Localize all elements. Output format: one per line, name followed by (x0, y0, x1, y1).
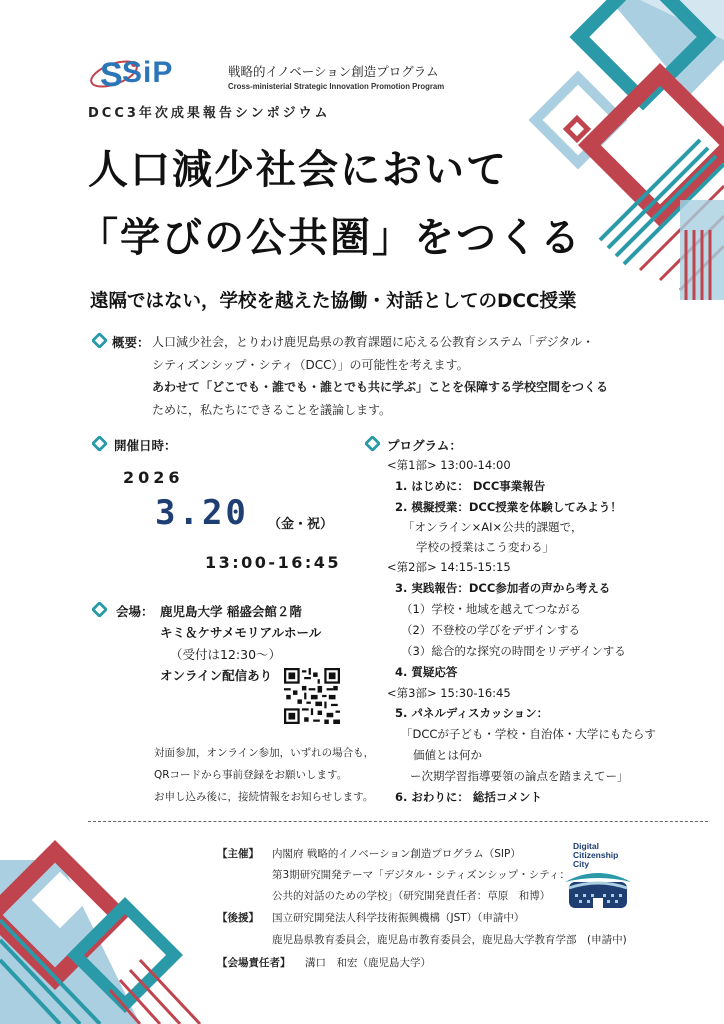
main-title-line2: 「学びの公共圏」をつくる (78, 215, 582, 261)
event-date: 3.20 (155, 493, 249, 533)
program-name-jp: 戦略的イノベーション創造プログラム (228, 64, 439, 79)
overview-line: 人口減少社会，とりわけ鹿児島県の教育課題に応える公教育システム「デジタル・ (152, 335, 595, 349)
program-item: 1. はじめに： DCC事業報告 (395, 479, 546, 493)
subtitle: 遠隔ではない，学校を越えた協働・対話としてのDCC授業 (90, 291, 577, 312)
program-item: 2. 模擬授業：DCC授業を体験してみよう！ (395, 500, 622, 514)
venue-label: 会場： (116, 604, 154, 619)
registration-note: お申し込み後に，接続情報をお知らせします。 (154, 791, 374, 803)
sip-logo-text: SiP (122, 56, 174, 89)
program-item: 4. 質疑応答 (395, 665, 458, 679)
event-time: 13:00-16:45 (205, 553, 341, 572)
program-detail: ー次期学習指導要領の論点を踏まえてー」 (410, 769, 629, 783)
dcc-logo-line: Digital (573, 841, 599, 851)
main-title-line1: 人口減少社会において (88, 147, 508, 193)
support-label: 【後援】 (217, 912, 259, 924)
registration-note: 対面参加，オンライン参加，いずれの場合も， (154, 747, 375, 759)
registration-note: QRコードから事前登録をお願いします。 (154, 769, 348, 781)
overview-label: 概要： (112, 335, 150, 350)
date-label: 開催日時： (114, 438, 177, 453)
event-year: 2026 (123, 468, 184, 487)
program-detail: 「DCCが子ども・学校・自治体・大学にもたらす (401, 727, 656, 741)
registration-qr-code[interactable] (284, 668, 340, 724)
program-item: 5. パネルディスカッション： (395, 706, 549, 720)
program-detail: （2）不登校の学びをデザインする (401, 623, 581, 637)
overview-text (152, 331, 652, 421)
host-label: 【主催】 (217, 848, 259, 860)
program-detail: （1）学校・地域を越えてつながる (401, 602, 581, 616)
host-line: 第3期研究開発テーマ「デジタル・シティズンシップ・シティ： (272, 869, 570, 881)
diamond-bullet-icon (92, 436, 107, 451)
program-detail: （3）総合的な探究の時間をリデザインする (401, 644, 626, 658)
program-item: 3. 実践報告：DCC参加者の声から考える (395, 581, 611, 595)
diamond-bullet-icon (92, 602, 107, 617)
manager-label: 【会場責任者】 (217, 957, 291, 969)
program-detail: 「オンライン×AI×公共的課題で， (403, 520, 583, 534)
program-part-header: <第2部> 14:15-15:15 (387, 560, 511, 574)
support-line: 国立研究開発法人科学技術振興機構（JST）（申請中） (272, 912, 525, 924)
sip-logo (88, 50, 445, 96)
overview-line: あわせて「どこでも・誰でも・誰とでも共に学ぶ」ことを保障する学校空間をつくる (152, 380, 609, 394)
program-label: プログラム： (387, 438, 462, 453)
svg-text:S: S (100, 56, 123, 94)
bottom-left-ornament (0, 851, 200, 1024)
diamond-bullet-icon (92, 333, 107, 348)
venue-line: キミ＆ケサメモリアルホール (160, 625, 322, 640)
dcc-logo-line: City (573, 859, 590, 869)
overview-line: ために，私たちにできることを議論します。 (152, 402, 392, 417)
program-item: 6. おわりに： 総括コメント (395, 790, 542, 804)
host-line: 公共的対話のための学校」（研究開発責任者：草原 和博） (272, 890, 551, 902)
support-line: 鹿児島県教育委員会，鹿児島市教育委員会，鹿児島大学教育学部 (申請中) (272, 934, 627, 946)
venue-line: 鹿児島大学 稲盛会館２階 (160, 604, 302, 619)
program-name-en: Cross-ministerial Strategic Innovation Promotion Program (228, 82, 445, 91)
section-divider (88, 821, 708, 822)
host-line: 内閣府 戦略的イノベーション創造プログラム（SIP） (272, 848, 521, 860)
event-weekday: （金・祝） (268, 517, 334, 532)
diamond-bullet-icon (365, 436, 380, 451)
overview-line: シティズンシップ・シティ（DCC）」の可能性を考えます。 (152, 357, 469, 372)
dcc-logo-line: Citizenship (573, 850, 619, 860)
dcc-logo-icon (563, 840, 633, 912)
program-part-header: <第3部> 15:30-16:45 (387, 686, 511, 700)
symposium-name: DCC3年次成果報告シンポジウム (88, 106, 331, 121)
venue-line: （受付は12:30〜） (170, 647, 282, 662)
manager-name: 溝口 和宏（鹿児島大学） (305, 957, 431, 969)
program-detail: 価値とは何か (413, 748, 482, 762)
program-detail: 学校の授業はこう変わる」 (416, 540, 554, 554)
venue-line: オンライン配信あり (160, 668, 273, 683)
program-part-header: <第1部> 13:00-14:00 (387, 458, 511, 472)
